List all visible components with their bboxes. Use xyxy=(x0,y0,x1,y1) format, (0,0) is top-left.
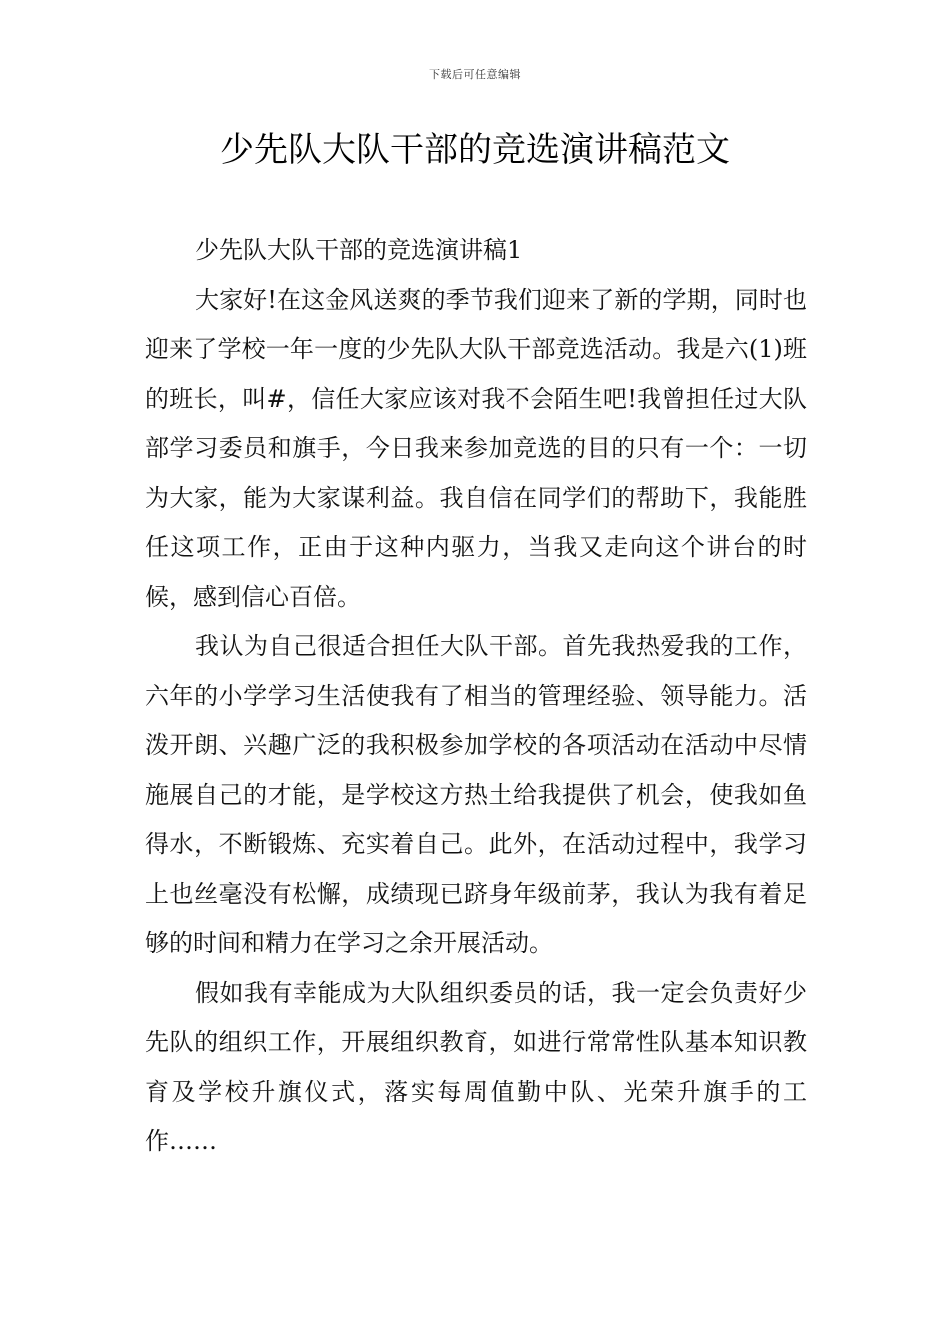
document-title: 少先队大队干部的竞选演讲稿范文 xyxy=(220,130,730,170)
document-body xyxy=(145,226,807,1167)
paragraph: 假如我有幸能成为大队组织委员的话，我一定会负责好少先队的组织工作，开展组织教育，如进行常常性队基本知识教育及学校升旗仪式，落实每周值勤中队、光荣升旗手的工作…… xyxy=(145,978,807,1155)
header-note: 下载后可任意编辑 xyxy=(429,68,521,81)
paragraph: 我认为自己很适合担任大队干部。首先我热爱我的工作，六年的小学学习生活使我有了相当的管理经验、领导能力。活泼开朗、兴趣广泛的我积极参加学校的各项活动在活动中尽情施展自己的才能，是学校这方热土给我提供了机会，使我如鱼得水，不断锻炼、充实着自己。此外，在活动过程中，我学习上也丝毫没有松懈，成绩现已跻身年级前茅，我认为我有着足够的时间和精力在学习之余开展活动。 xyxy=(145,632,807,957)
section-heading: 少先队大队干部的竞选演讲稿1 xyxy=(195,236,523,264)
paragraph: 大家好!在这金风送爽的季节我们迎来了新的学期，同时也迎来了学校一年一度的少先队大队干部竞选活动。我是六(1)班的班长，叫#，信任大家应该对我不会陌生吧!我曾担任过大队部学习委员和旗手，今日我来参加竞选的目的只有一个：一切为大家，能为大家谋利益。我自信在同学们的帮助下，我能胜任这项工作，正由于这种内驱力，当我又走向这个讲台的时候，感到信心百倍。 xyxy=(145,285,807,611)
